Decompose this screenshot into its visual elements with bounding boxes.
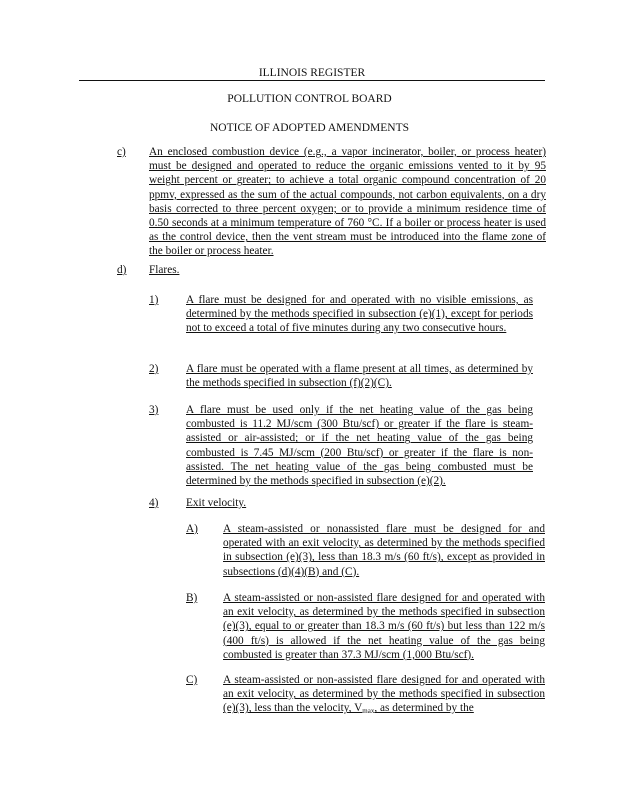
item-d4-text: Exit velocity. bbox=[186, 497, 247, 509]
item-d4c-label: C) bbox=[186, 674, 198, 686]
item-d-label: d) bbox=[117, 264, 127, 276]
item-d3-label: 3) bbox=[149, 404, 159, 416]
item-d4b-label: B) bbox=[186, 592, 198, 604]
item-d4-label: 4) bbox=[149, 497, 159, 509]
item-c-label: c) bbox=[117, 146, 126, 158]
item-d4a-text: A steam-assisted or nonassisted flare must be designed for and operated with an exit velocity, as determined by the methods specified in subsection (e)(3), less than 18.3 m/s (60 ft/s), except as provided in subsections (d)(4)(B) and (C). bbox=[223, 523, 545, 578]
board-name: POLLUTION CONTROL BOARD bbox=[227, 93, 392, 105]
item-d3-text: A flare must be used only if the net heating value of the gas being combusted is 11.2 MJ/scm (300 Btu/scf) or greater if the flare is steam-assisted or air-assisted; or if the net heating value of the gas being combusted is 7.45 MJ/scm (200 Btu/scf) or greater if the flare is non-assisted. The net heating value of the gas being combusted must be determined by the methods specified in subsection (e)(2). bbox=[186, 404, 533, 488]
item-c-text: An enclosed combustion device (e.g., a vapor incinerator, boiler, or process heater) must be designed and operated to reduce the organic emissions vented to it by 95 weight percent or greater; to achieve a total organic compound concentration of 20 ppmv, expressed as the sum of the actual compounds, not carbon equivalents, on a dry basis corrected to three percent oxygen; or to provide a minimum residence time of 0.50 seconds at a minimum temperature of 760 °C. If a boiler or process heater is used as the control device, then the vent stream must be introduced into the flame zone of the boiler or process heater. bbox=[149, 146, 546, 258]
item-d1-text: A flare must be designed for and operated with no visible emissions, as determined by the methods specified in subsection (e)(1), except for periods not to exceed a total of five minutes during any two consecutive hours. bbox=[186, 294, 533, 335]
item-d4c-text bbox=[223, 673, 545, 716]
notice-title: NOTICE OF ADOPTED AMENDMENTS bbox=[209, 122, 410, 134]
item-d-text: Flares. bbox=[149, 264, 180, 276]
vmax-subscript: max bbox=[362, 707, 375, 716]
item-d1-label: 1) bbox=[149, 294, 159, 306]
item-d2-text: A flare must be operated with a flame present at all times, as determined by the methods specified in subsection (f)(2)(C). bbox=[186, 363, 533, 390]
item-d4c-text-after: , as determined by the bbox=[374, 702, 474, 715]
item-d2-label: 2) bbox=[149, 363, 159, 375]
item-d4c-text-before: A steam-assisted or non-assisted flare designed for and operated with an exit velocity, as determined by the methods specified in subsection (e)(3), less than the velocity, V bbox=[223, 674, 545, 715]
item-d4b-text: A steam-assisted or non-assisted flare designed for and operated with an exit velocity, as determined by the methods specified in subsection (e)(3), equal to or greater than 18.3 m/s (60 ft/s) but less than 122 m/s (400 ft/s) is allowed if the net heating value of the gas being combusted is greater than 37.3 MJ/scm (1,000 Btu/scf). bbox=[223, 592, 545, 661]
item-d4a-label: A) bbox=[186, 523, 198, 535]
register-header: ILLINOIS REGISTER bbox=[79, 66, 545, 81]
